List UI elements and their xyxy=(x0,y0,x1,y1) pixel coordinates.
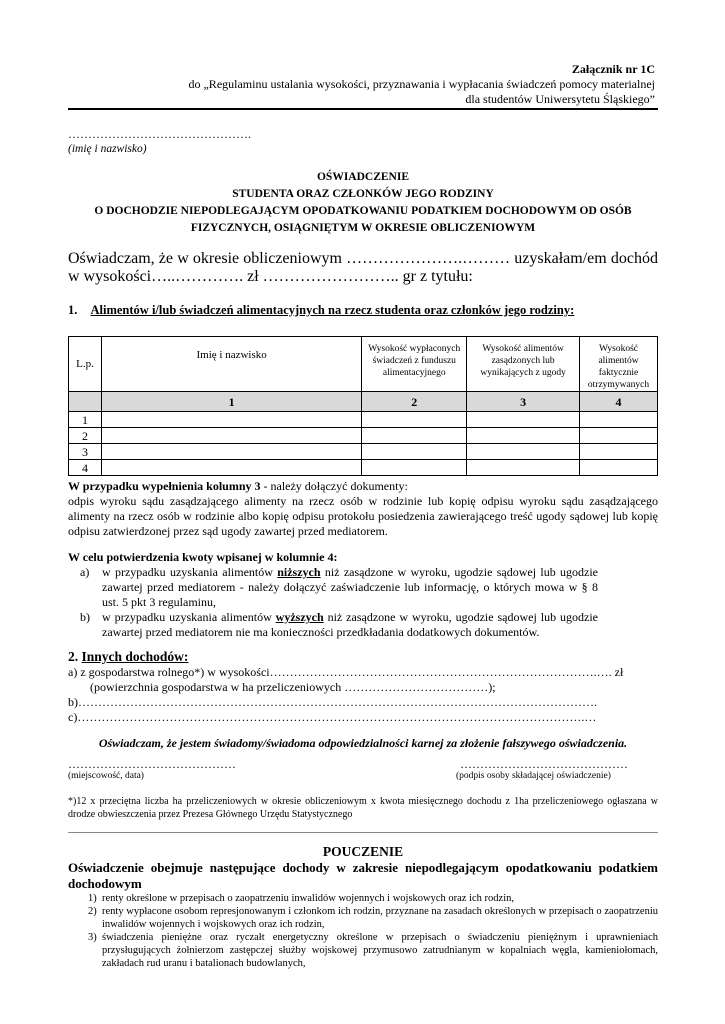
note-b-pre: w przypadku uzyskania alimentów xyxy=(102,610,276,624)
header-awarded: Wysokość alimentów zasądzonych lub wynikających z ugody xyxy=(467,337,580,392)
annex-label: Załącznik nr 1C xyxy=(571,62,655,76)
pouczenie-list xyxy=(68,892,658,970)
footnote-divider xyxy=(68,832,658,833)
declaration-line-1: Oświadczam, że w okresie obliczeniowym ………………….……… uzyskałam/em dochód xyxy=(68,250,658,267)
cell-fund[interactable] xyxy=(362,428,467,444)
note-a-post: niż zasądzone w wyroku, ugodzie sądowej lub ugodzie zawartej przed mediatorem - należy dołączyć zaświadczenie lub informację, o których mowa w § 8 ust. 5 pkt 3 regulaminu, xyxy=(102,565,599,609)
cell-fund[interactable] xyxy=(362,412,467,428)
cell-awarded[interactable] xyxy=(467,428,580,444)
declaration xyxy=(68,250,658,286)
pouczenie-title: POUCZENIE xyxy=(322,844,404,859)
section-1-title: Alimentów i/lub świadczeń alimentacyjnych na rzecz studenta oraz członków jego rodziny: xyxy=(90,303,575,317)
annex-line-1: do „Regulaminu ustalania wysokości, przyznawania i wypłacania świadczeń pomocy materialnej xyxy=(188,77,655,91)
cell-received[interactable] xyxy=(580,412,658,428)
section-2-fields xyxy=(68,665,658,725)
cell-fund[interactable] xyxy=(362,460,467,476)
note-a-marker: a) xyxy=(80,565,90,579)
header-name: Imię i nazwisko xyxy=(101,337,361,392)
cell-received[interactable] xyxy=(580,460,658,476)
cell-name[interactable] xyxy=(101,412,361,428)
header-fund: Wysokość wypłaconych świadczeń z funduszu alimentacyjnego xyxy=(362,337,467,392)
cell-name[interactable] xyxy=(101,444,361,460)
column-number-empty xyxy=(69,392,102,412)
note-b-emph: wyższych xyxy=(275,610,324,624)
footnote: *)12 x przeciętna liczba ha przeliczeniowych w okresie obliczeniowym x kwota miesięcznego dochodu z 1ha przeliczeniowego ogłaszana w drodze obwieszczenia przez Prezesa Głównego Urzędu Statystycznego xyxy=(68,796,658,820)
column-number-3: 3 xyxy=(467,392,580,412)
row-number: 4 xyxy=(69,460,102,476)
column-4-note xyxy=(68,550,658,640)
header-lp: L.p. xyxy=(69,337,102,392)
cell-fund[interactable] xyxy=(362,444,467,460)
place-date-dots[interactable]: …………………………………… xyxy=(68,757,236,771)
row-number: 1 xyxy=(69,412,102,428)
name-dots[interactable]: ………………………………………. xyxy=(68,127,251,141)
list-item-text: renty określone w przepisach o zaopatrzeniu inwalidów wojennych i wojskowych oraz ich rodzin, xyxy=(102,893,514,904)
note-a-pre: w przypadku uzyskania alimentów xyxy=(102,565,278,579)
income-a-line[interactable]: a) z gospodarstwa rolnego*) w wysokości……………………………………………………………………….…. zł xyxy=(68,665,624,679)
note-item-a xyxy=(68,565,658,610)
title-line-2: STUDENTA ORAZ CZŁONKÓW JEGO RODZINY xyxy=(232,188,494,200)
table-row xyxy=(69,460,658,476)
table-row xyxy=(69,428,658,444)
alimony-table xyxy=(68,336,658,476)
list-item xyxy=(68,905,658,931)
list-item-number: 2) xyxy=(88,906,97,917)
title-line-1: OŚWIADCZENIE xyxy=(316,171,410,183)
signature-label: (podpis osoby składającej oświadczenie) xyxy=(456,771,611,781)
title-line-3: O DOCHODZIE NIEPODLEGAJĄCYM OPODATKOWANIU PODATKIEM DOCHODOWYM OD OSÓB xyxy=(94,205,632,217)
list-item-number: 1) xyxy=(88,893,97,904)
list-item xyxy=(68,892,658,905)
cell-awarded[interactable] xyxy=(467,444,580,460)
column-3-note-rest: - należy dołączyć dokumenty: xyxy=(260,479,408,493)
list-item-text: świadczenia pieniężne oraz ryczałt energetyczny określone w przepisach o świadczeniu pieniężnym i uprawnieniach przysługujących żołnierzom zastępczej służby wojskowej przymusowo zatrudnianym w kopalniach węgla, kamieniołomach, zakładach rud uranu i batalionach budowlanych, xyxy=(102,932,658,969)
header-divider xyxy=(68,108,658,110)
row-number: 2 xyxy=(69,428,102,444)
row-number: 3 xyxy=(69,444,102,460)
cell-name[interactable] xyxy=(101,460,361,476)
cell-name[interactable] xyxy=(101,428,361,444)
pouczenie-intro: Oświadczenie obejmuje następujące dochody w zakresie niepodlegającym opodatkowaniu podatkiem dochodowym xyxy=(68,860,658,891)
table-row xyxy=(69,412,658,428)
cell-received[interactable] xyxy=(580,444,658,460)
section-1-heading xyxy=(68,302,574,318)
note-b-post: niż zasądzone w wyroku, ugodzie sądowej lub ugodzie zawartej przed mediatorem nie ma konieczności przedkładania dodatkowych dokumentów. xyxy=(102,610,599,639)
cell-awarded[interactable] xyxy=(467,460,580,476)
column-4-note-title: W celu potwierdzenia kwoty wpisanej w kolumnie 4: xyxy=(68,550,338,564)
section-2-title: Innych dochodów: xyxy=(81,649,189,664)
column-3-note-bold: W przypadku wypełnienia kolumny 3 xyxy=(68,479,261,493)
income-c-line[interactable]: c)……………………………………………………………………………………………………………….… xyxy=(68,710,597,724)
income-b-line[interactable]: b)…………………………………………………………………………………………………………………. xyxy=(68,695,597,709)
list-item-number: 3) xyxy=(88,932,97,943)
name-label: (imię i nazwisko) xyxy=(68,143,147,155)
criminal-liability-statement: Oświadczam, że jestem świadomy/świadoma odpowiedzialności karnej za złożenie fałszywego oświadczenia. xyxy=(98,736,628,750)
column-number-2: 2 xyxy=(362,392,467,412)
list-item xyxy=(68,931,658,970)
table-row xyxy=(69,444,658,460)
column-3-note xyxy=(68,479,658,539)
column-3-note-text: odpis wyroku sądu zasądzającego alimenty na rzecz osób w rodzinie lub kopię odpisu wyroku sądu zasądzającego alimenty na rzecz osób w rodzinie albo kopię odpisu protokołu posiedzenia zawierającego treść ugody sądowej lub kopię odpisu zatwierdzonej przez sąd ugody zawartej przed mediatorem. xyxy=(68,494,658,538)
table-header-row xyxy=(69,337,658,392)
header-received: Wysokość alimentów faktycznie otrzymywanych xyxy=(580,337,658,392)
section-2-heading xyxy=(68,648,188,665)
place-date-label: (miejscowość, data) xyxy=(68,771,144,781)
document-title xyxy=(68,169,658,237)
title-line-4: FIZYCZNYCH, OSIĄGNIĘTYM W OKRESIE OBLICZENIOWYM xyxy=(190,222,536,234)
signature-dots[interactable]: …………………………………… xyxy=(460,757,628,771)
note-b-marker: b) xyxy=(80,610,90,624)
list-item-text: renty wypłacone osobom represjonowanym i członkom ich rodzin, przyznane na zasadach określonych w przepisach o zaopatrzeniu inwalidów wojennych i wojskowych oraz ich rodzin, xyxy=(102,906,658,930)
section-2-number: 2. xyxy=(68,649,79,664)
income-a-area-line[interactable]: (powierzchnia gospodarstwa w ha przeliczeniowych ………………………………); xyxy=(90,680,496,694)
column-number-row xyxy=(69,392,658,412)
annex-line-2: dla studentów Uniwersytetu Śląskiego” xyxy=(465,92,655,106)
note-a-emph: niższych xyxy=(277,565,321,579)
note-item-b xyxy=(68,610,658,640)
cell-awarded[interactable] xyxy=(467,412,580,428)
declaration-line-2: w wysokości…..…………. zł …………………….. gr z tytułu: xyxy=(68,268,473,285)
column-number-1: 1 xyxy=(101,392,361,412)
cell-received[interactable] xyxy=(580,428,658,444)
column-number-4: 4 xyxy=(580,392,658,412)
section-1-number: 1. xyxy=(68,303,78,317)
